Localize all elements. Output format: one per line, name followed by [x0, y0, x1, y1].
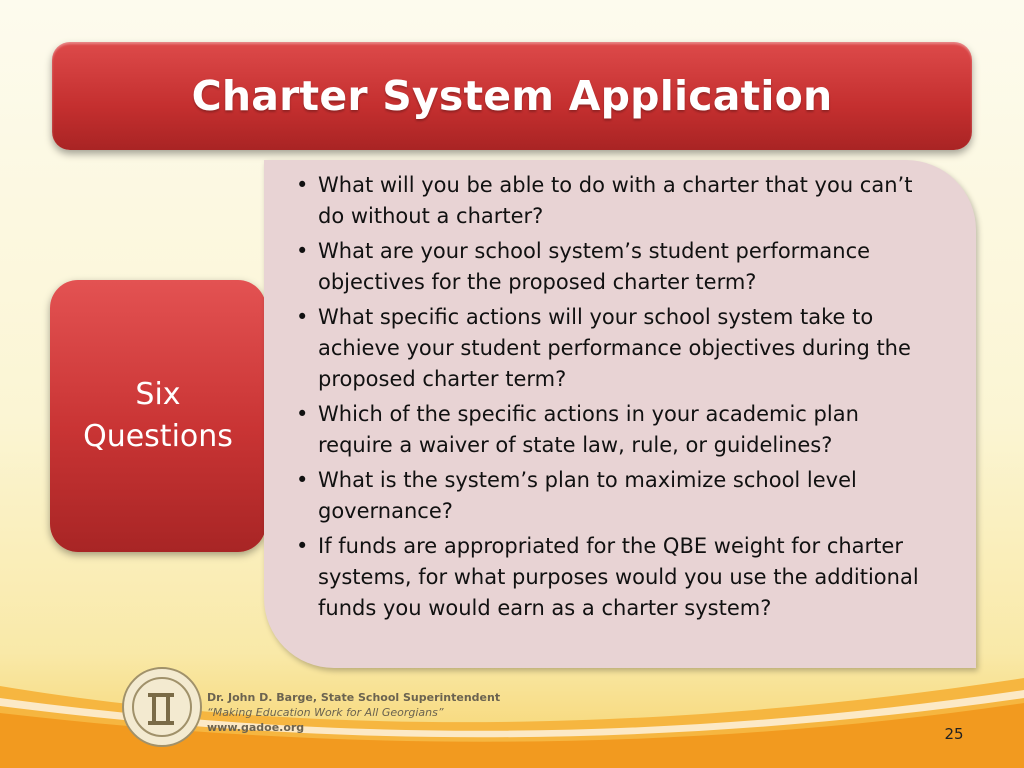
footer-website: www.gadoe.org: [207, 721, 305, 734]
question-text: What will you be able to do with a charter that you can’t do without a charter?: [318, 173, 913, 228]
side-label-box: [50, 280, 266, 552]
bullet-icon: •: [296, 534, 309, 558]
superintendent-name: Dr. John D. Barge, State School Superintendent: [207, 691, 501, 704]
bullet-icon: •: [296, 173, 309, 197]
seal-arch-icon: [148, 693, 174, 725]
footer-slogan: “Making Education Work for All Georgians”: [207, 706, 444, 719]
list-item: [296, 236, 936, 298]
list-item: [296, 399, 936, 461]
page-number: 25: [944, 725, 964, 743]
title-banner: [52, 42, 972, 150]
question-text: If funds are appropriated for the QBE weight for charter systems, for what purposes would you use the additional funds you would earn as a charter system?: [318, 534, 919, 620]
question-text: What are your school system’s student performance objectives for the proposed charter term?: [318, 239, 871, 294]
bullet-icon: •: [296, 402, 309, 426]
footer-credits: [207, 690, 500, 735]
question-text: What specific actions will your school system take to achieve your student performance objectives during the proposed charter term?: [318, 305, 911, 391]
side-label: Six Questions: [83, 377, 233, 454]
question-text: Which of the specific actions in your academic plan require a waiver of state law, rule, or guidelines?: [318, 402, 859, 457]
question-text: What is the system’s plan to maximize school level governance?: [318, 468, 857, 523]
list-item: [296, 531, 936, 624]
questions-list: [296, 170, 936, 628]
questions-panel: [264, 160, 976, 668]
bullet-icon: •: [296, 305, 309, 329]
bullet-icon: •: [296, 468, 309, 492]
list-item: [296, 302, 936, 395]
department-of-education-seal-icon: [122, 667, 202, 747]
list-item: [296, 465, 936, 527]
list-item: [296, 170, 936, 232]
slide-title: Charter System Application: [191, 72, 833, 120]
bullet-icon: •: [296, 239, 309, 263]
